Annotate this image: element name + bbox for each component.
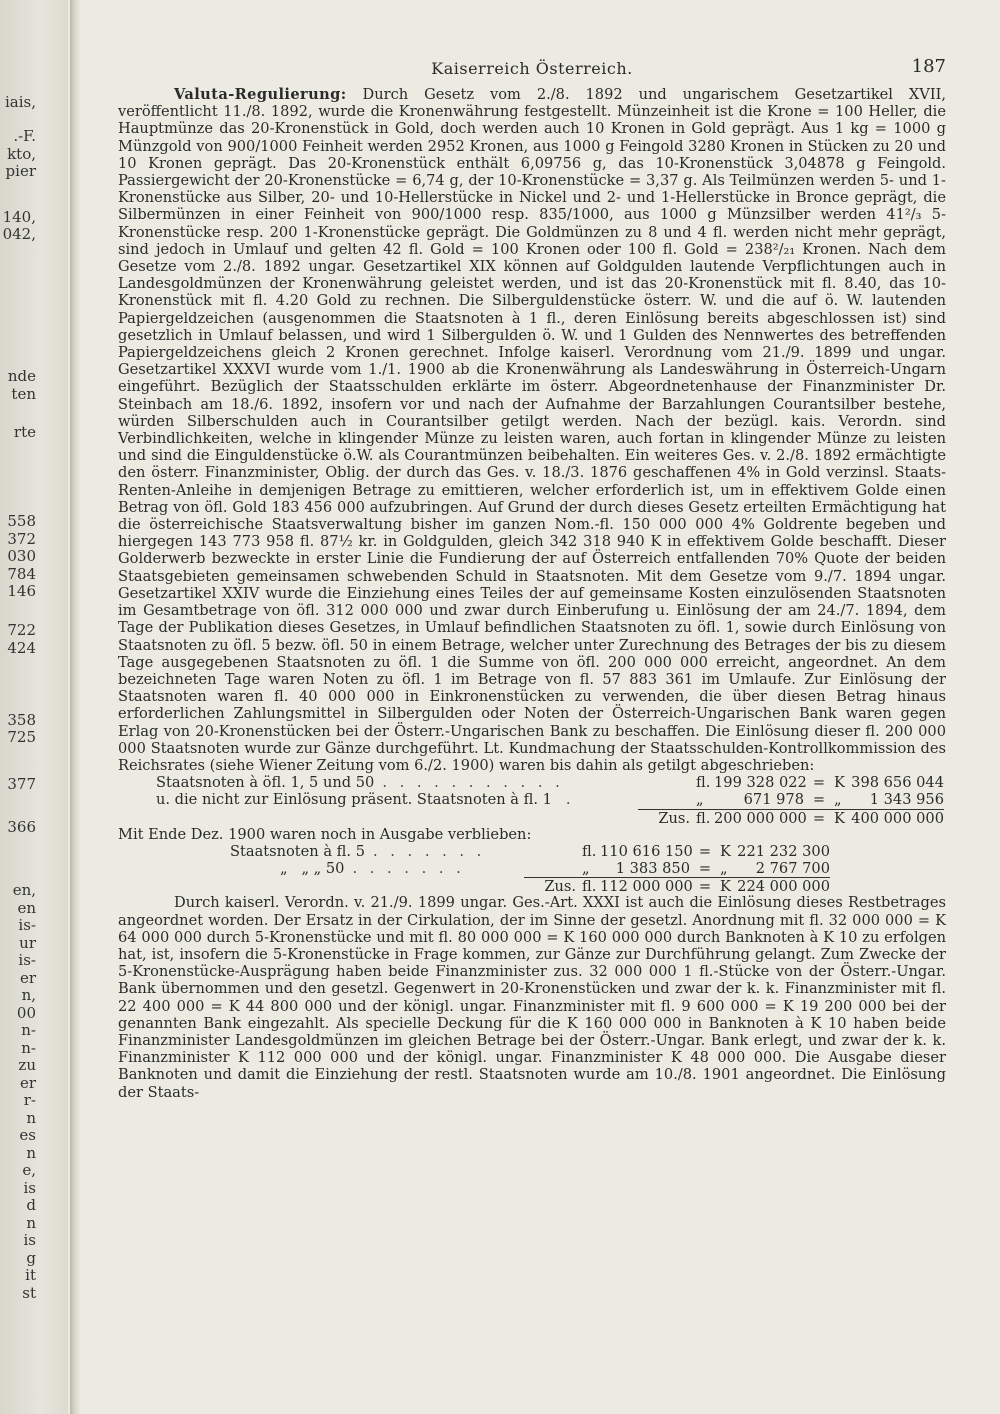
equals-sign: =	[698, 842, 712, 860]
previous-page-fragment: .-F.	[13, 127, 36, 145]
previous-page-fragment: 784	[7, 565, 36, 583]
previous-page-fragment: 366	[7, 818, 36, 836]
previous-page-fragment: n	[26, 1214, 36, 1232]
equals-sign: =	[690, 877, 720, 895]
row-label: u. die nicht zur Einlösung präsent. Staatsnoten à fl. 1	[156, 791, 552, 809]
paragraph-2: Durch kaiserl. Verordn. v. 21./9. 1899 ungar. Ges.-Art. XXXI ist auch die Einlösung dieses Restbetrages angeordnet worden. Der Ersatz in der Cirkulation, der im Sinne der gesetzl. Anordnung mit fl. 32 000 000 = K 64 000 000 durch 5-Kronenstücke und mit fl. 80 000 000 = K 160 000 000 durch Banknoten à K 10 zu erfolgen hat, ist, insofern die 5-Kronenstücke in Frage kommen, zur Gänze zur Durchführung gelangt. Zum Zwecke der 5-Kronenstücke-Ausprägung haben beide Finanzminister zus. 32 000 000 1 fl.-Stücke von der Österr.-Ungar. Bank übernommen und den gesetzl. Gegenwert in 20-Kronenstücken und zwar der k. k. Finanzminister mit fl. 22 400 000 = K 44 800 000 und der königl. ungar. Finanzminister mit fl. 9 600 000 = K 19 200 000 bei der genannten Bank eingezahlt. Als specielle Deckung für die K 160 000 000 in Banknoten à K 10 haben beide Finanzminister Landesgoldmünzen im gleichen Betrage bei der Österr.-Ungar. Bank erlegt, und zwar der k. k. Finanzminister K 112 000 000 und der königl. ungar. Finanzminister K 48 000 000. Die Ausgabe dieser Banknoten und damit die Einziehung der restl. Staatsnoten wurde am 10./8. 1901 angeordnet. Die Einlösung der Staats-	[118, 894, 946, 1101]
table-total-row	[230, 877, 830, 894]
previous-page-fragment: n	[26, 1144, 36, 1162]
previous-page-fragment: 146	[7, 582, 36, 600]
previous-page-fragments	[0, 0, 66, 1414]
previous-page-fragment: 00	[16, 1004, 36, 1022]
equals-sign: =	[812, 791, 826, 809]
previous-page-fragment: 558	[7, 512, 36, 530]
currency-unit-kronen: K	[720, 877, 734, 895]
previous-page-fragment: it	[25, 1266, 36, 1284]
total-gulden: 200 000 000	[714, 809, 807, 827]
previous-page-fragment: d	[26, 1196, 36, 1214]
currency-unit: fl.	[582, 842, 597, 860]
currency-unit: fl.	[696, 774, 711, 792]
running-head-title: Kaiserreich Österreich.	[431, 59, 633, 78]
previous-page-fragment: g	[26, 1249, 36, 1267]
previous-page-fragment: 424	[7, 639, 36, 657]
previous-page-fragment: ten	[11, 385, 36, 403]
currency-unit: „	[696, 791, 704, 809]
previous-page-fragment: 030	[7, 547, 36, 565]
paragraph-1-text: Durch Gesetz vom 2./8. 1892 und ungarischem Gesetzartikel XVII, veröffentlicht 11./8. 1892, wurde die Kronenwährung festgestellt. Münzeinheit ist die Krone = 100 Heller, die Hauptmünze das 20-Kronenstück in Gold, doch werden auch 10 Kronen in Gold geprägt. Aus 1 kg = 1000 g Münzgold von 900/1000 Feinheit werden 2952 Kronen, aus 1000 g Feingold 3280 Kronen in Stücken zu 20 und 10 Kronen geprägt. Das 20-Kronenstück enthält 6,09756 g, das 10-Kronenstück 3,04878 g Feingold. Passiergewicht der 20-Kronenstücke = 6,74 g, der 10-Kronenstücke = 3,37 g. Als Teilmünzen werden 5- und 1-Kronenstücke aus Silber, 20- und 10-Hellerstücke in Nickel und 2- und 1-Hellerstücke in Bronce geprägt, die Silbermünzen in einer Feinheit von 900/1000 resp. 835/1000, aus 1000 g Münzsilber werden 41²/₃ 5-Kronenstücke resp. 200 1-Kronenstücke geprägt. Die Goldmünzen zu 8 und 4 fl. werden nicht mehr geprägt, sind jedoch in Umlauf und gelten 42 fl. Gold = 100 Kronen oder 100 fl. Gold = 238²/₂₁ Kronen. Nach dem Gesetze vom 2./8. 1892 ungar. Gesetzartikel XIX können auf Goldgulden lautende Verpflichtungen auch in Landesgoldmünzen der Kronenwährung geleistet werden, und ist das 20-Kronenstück mit fl. 8.40, das 10-Kronenstück mit fl. 4.20 Gold zu rechnen. Die Silberguldenstücke österr. W. und die auf ö. W. lautenden Papiergeldzeichen (ausgenommen die Staatsnoten à 1 fl., deren Einlösung bereits abgeschlossen ist) sind gesetzlich in Umlauf belassen, und wird 1 Silbergulden ö. W. und 1 Gulden des Nennwertes des betreffenden Papiergeldzeichens gleich 2 Kronen gerechnet. Infolge kaiserl. Verordnung vom 21./9. 1899 und ungar. Gesetzartikel XXXVI wurde vom 1./1. 1900 ab die Kronenwährung als Landeswährung in Österreich-Ungarn eingeführt. Bezüglich der Staatsschulden erklärte im österr. Abgeordnetenhause der Finanzminister Dr. Steinbach am 18./6. 1892, insofern vor und nach der Aufnahme der Barzahlungen Courantsilber bestehe, würden Silberschulden auch in Courantsilber getilgt werden. Nach der bezügl. kais. Verordn. sind Verbindlichkeiten, welche in klingender Münze zu leisten waren, auch fortan in klingender Münze zu leisten und sind die Einguldenstücke ö.W. als Courantmünzen beibehalten. Ein weiteres Ges. v. 2./8. 1892 ermächtigte den österr. Finanzminister, Oblig. der durch das Ges. v. 18./3. 1876 geschaffenen 4% in Gold verzinsl. Staats-Renten-Anleihe in demjenigen Betrage zu emittieren, welcher erforderlich ist, um in effektivem Golde einen Betrag von öfl. Gold 183 456 000 aufzubringen. Auf Grund der durch dieses Gesetz erteilten Ermächtigung hat die österreichische Staatsverwaltung bisher im ganzen Nom.-fl. 150 000 000 4% Goldrente begeben und hiergegen 143 773 958 fl. 87½ kr. in Goldgulden, gleich 342 318 940 K in effektivem Golde beschafft. Dieser Golderwerb bezweckte in erster Linie die Fundierung der auf Österreich entfallenden 70% Quote der beiden Staatsgebieten gemeinsamen schwebenden Schuld in Staatsnoten. Mit dem Gesetze vom 9./7. 1894 ungar. Gesetzartikel XXIV wurde die Einziehung eines Teiles der auf gemeinsame Kosten einzulösenden Staatsnoten im Gesamtbetrage von öfl. 312 000 000 und zwar durch Einberufung u. Einlösung der am 24./7. 1894, dem Tage der Publikation dieses Gesetzes, in Umlauf befindlichen Staatsnoten zu öfl. 1, sowie durch Einlösung von Staatsnoten zu öfl. 5 bezw. öfl. 50 in einem Betrage, welcher unter Zurechnung des Betrages der bis zu diesem Tage ausgegebenen Staatsnoten zu öfl. 1 die Summe von öfl. 200 000 000 erreicht, angeordnet. An dem bezeichneten Tage waren Noten zu öfl. 1 im Betrage von fl. 57 883 361 im Umlaufe. Zur Einlösung der Staatsnoten waren fl. 40 000 000 in Einkronenstücken zu verwenden, die über diesen Betrag hinaus erforderlichen Zahlungsmittel in Silbergulden oder Noten der Österreich-Ungarischen Bank waren gegen Erlag von 20-Kronenstücken bei der Österr.-Ungarischen Bank zu beschaffen. Die Einlösung dieser fl. 200 000 000 Staatsnoten wurde zur Gänze durchgeführt. Lt. Kundmachung der Staatsschulden-Kontrollkommission des Reichsrates (siehe Wiener Zeitung vom 6./2. 1900) waren bis dahin als getilgt abgeschrieben:	[118, 86, 946, 774]
currency-unit-kronen: K	[720, 842, 731, 860]
amount-gulden: 1 383 850	[615, 860, 690, 878]
currency-unit-kronen: K	[834, 809, 848, 827]
total-kronen: 224 000 000	[734, 877, 830, 895]
equals-sign: =	[804, 809, 834, 827]
previous-page-fragment: pier	[5, 162, 36, 180]
previous-page-fragment: e,	[22, 1161, 36, 1179]
written-off-notes-table	[156, 774, 944, 826]
currency-unit-kronen: K	[834, 774, 845, 792]
leader-dots: . . . . . . .	[372, 842, 486, 860]
previous-page-fragment: kto,	[7, 145, 36, 163]
previous-page-fragment: 372	[7, 530, 36, 548]
amount-kronen: 1 343 956	[869, 791, 944, 809]
amount-gulden: 199 328 022	[714, 774, 807, 792]
equals-sign: =	[698, 860, 712, 878]
total-label: Zus.	[638, 809, 696, 827]
leader-dots: .	[565, 791, 575, 809]
previous-page-fragment: n-	[21, 1039, 36, 1057]
previous-page-fragment: n,	[21, 986, 36, 1004]
currency-unit-kronen: „	[834, 791, 842, 809]
previous-page-fragment: zu	[18, 1056, 36, 1074]
previous-page-fragment: ur	[19, 934, 36, 952]
previous-page-fragment: 042,	[2, 225, 36, 243]
currency-unit-kronen: „	[720, 860, 728, 878]
table-row	[156, 774, 944, 791]
previous-page-fragment: n-	[21, 1021, 36, 1039]
previous-page-fragment: is	[23, 1179, 36, 1197]
previous-page-fragment: 140,	[2, 208, 36, 226]
leader-dots: . . . . . . .	[352, 860, 465, 878]
currency-unit: fl.	[582, 877, 600, 895]
previous-page-fragment: rte	[13, 423, 36, 441]
previous-page-fragment: 725	[7, 728, 36, 746]
total-kronen: 400 000 000	[848, 809, 944, 827]
amount-gulden: 671 978	[743, 791, 804, 809]
previous-page-fragment: is-	[18, 951, 36, 969]
outstanding-notes-table	[230, 843, 830, 895]
paragraph-valuta-regulierung	[118, 86, 946, 774]
row-label: Staatsnoten à fl. 5	[230, 842, 365, 860]
total-label: Zus.	[524, 877, 582, 895]
total-gulden: 112 000 000	[600, 878, 693, 896]
previous-page-fragment: is	[23, 1231, 36, 1249]
table-row	[230, 860, 830, 877]
previous-page-fragment: en,	[12, 881, 36, 899]
amount-kronen: 2 767 700	[755, 860, 830, 878]
previous-page-fragment: nde	[7, 367, 36, 385]
amount-kronen: 398 656 044	[851, 774, 944, 792]
table-row	[230, 843, 830, 860]
previous-page-fragment: 722	[7, 621, 36, 639]
previous-page-fragment: es	[19, 1126, 36, 1144]
leader-dots: . . . . . . . . . . .	[382, 774, 564, 792]
outstanding-notes-intro: Mit Ende Dez. 1900 waren noch in Ausgabe verblieben:	[118, 825, 532, 843]
row-label: „ „ „ 50	[280, 860, 345, 878]
previous-page-fragment: 377	[7, 775, 36, 793]
previous-page-fragment: er	[19, 1074, 36, 1092]
amount-kronen: 221 232 300	[737, 842, 830, 860]
table-row	[156, 791, 944, 808]
previous-page-fragment: st	[22, 1284, 36, 1302]
previous-page-fragment: en	[17, 899, 36, 917]
amount-gulden: 110 616 150	[600, 842, 693, 860]
table-total-row	[156, 809, 944, 826]
page-fold-shadow	[70, 0, 80, 1414]
page-number: 187	[911, 56, 946, 77]
previous-page-fragment: n	[26, 1109, 36, 1127]
equals-sign: =	[812, 774, 826, 792]
running-head	[118, 56, 946, 86]
previous-page-fragment: is-	[18, 916, 36, 934]
section-heading: Valuta-Regulierung:	[174, 86, 347, 103]
page-content	[118, 56, 946, 1101]
previous-page-fragment: r-	[23, 1091, 36, 1109]
previous-page-fragment: er	[19, 969, 36, 987]
previous-page-fragment: iais,	[4, 93, 36, 111]
row-label: Staatsnoten à öfl. 1, 5 und 50	[156, 774, 375, 792]
currency-unit: fl.	[696, 809, 714, 827]
currency-unit: „	[582, 860, 590, 878]
previous-page-fragment: 358	[7, 711, 36, 729]
